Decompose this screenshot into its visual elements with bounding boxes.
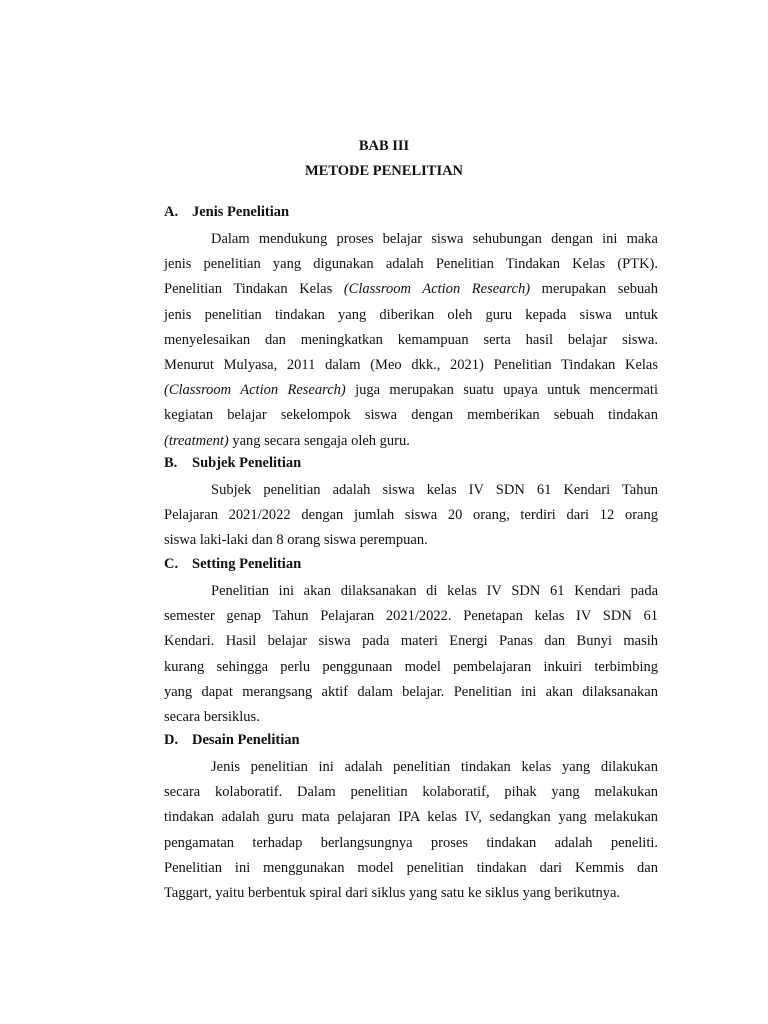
paragraph-line: secara kolaboratif. Dalam penelitian kolaboratif, pihak yang melakukan [164, 784, 658, 801]
section-letter: A. [164, 204, 179, 220]
paragraph-line: semester genap Tahun Pelajaran 2021/2022. Penetapan kelas IV SDN 61 [164, 608, 658, 625]
section-heading-text: Subjek Penelitian [192, 455, 302, 471]
paragraph-line: (treatment) yang secara sengaja oleh guru. [164, 432, 410, 449]
paragraph-line: Dalam mendukung proses belajar siswa sehubungan dengan ini maka [211, 231, 658, 247]
paragraph-line: Taggart, yaitu berbentuk spiral dari siklus yang satu ke siklus yang berikutnya. [164, 885, 621, 901]
section-letter: B. [164, 455, 178, 471]
section-letter: D. [164, 732, 179, 748]
paragraph-line: tindakan adalah guru mata pelajaran IPA kelas IV, sedangkan yang melakukan [164, 809, 658, 826]
paragraph-line: secara bersiklus. [164, 709, 260, 725]
paragraph-line: Jenis penelitian ini adalah penelitian tindakan kelas yang dilakukan [211, 759, 658, 775]
chapter-number: BAB III [358, 138, 410, 154]
paragraph-line: yang dapat merangsang aktif dalam belajar. Penelitian ini akan dilaksanakan [164, 683, 658, 700]
paragraph-line: jenis penelitian yang digunakan adalah Penelitian Tindakan Kelas (PTK). [164, 256, 658, 273]
paragraph-line: Penelitian ini menggunakan model penelitian tindakan dari Kemmis dan [164, 859, 658, 876]
paragraph-line: Subjek penelitian adalah siswa kelas IV SDN 61 Kendari Tahun [211, 482, 658, 498]
italic-term: (Classroom Action Research) [164, 382, 346, 399]
paragraph-line: Kendari. Hasil belajar siswa pada materi Energi Panas dan Bunyi masih [164, 633, 658, 650]
paragraph-line: menyelesaikan dan meningkatkan kemampuan serta hasil belajar siswa. [164, 331, 658, 348]
paragraph-line: Menurut Mulyasa, 2011 dalam (Meo dkk., 2021) Penelitian Tindakan Kelas [164, 357, 658, 373]
italic-term: (Classroom Action Research) [343, 281, 531, 298]
section-heading [164, 732, 300, 749]
section-heading-text: Setting Penelitian [192, 556, 302, 572]
section-heading [164, 204, 289, 221]
paragraph-line: jenis penelitian tindakan yang diberikan oleh guru kepada siswa untuk [164, 306, 658, 323]
section-heading-text: Desain Penelitian [192, 732, 300, 748]
paragraph-line: siswa laki-laki dan 8 orang siswa perempuan. [164, 532, 428, 549]
paragraph-line: Penelitian ini akan dilaksanakan di kelas IV SDN 61 Kendari pada [211, 583, 658, 599]
section-heading [164, 455, 301, 472]
section-letter: C. [164, 556, 179, 572]
section-heading [164, 556, 301, 573]
paragraph-line: kegiatan belajar sekelompok siswa dengan memberikan sebuah tindakan [164, 407, 658, 424]
chapter-title: METODE PENELITIAN [304, 163, 464, 179]
paragraph-line: Penelitian Tindakan Kelas (Classroom Action Research) merupakan sebuah [164, 281, 658, 298]
paragraph-line: (Classroom Action Research) juga merupakan suatu upaya untuk mencermati [164, 382, 658, 399]
paragraph-line: kurang sehingga perlu penggunaan model pembelajaran inkuiri terbimbing [164, 658, 658, 675]
paragraph-line: pengamatan terhadap berlangsungnya proses tindakan adalah peneliti. [164, 834, 658, 851]
section-heading-text: Jenis Penelitian [192, 204, 290, 220]
paragraph-line: Pelajaran 2021/2022 dengan jumlah siswa 20 orang, terdiri dari 12 orang [164, 507, 658, 524]
italic-term: (treatment) [164, 432, 229, 449]
